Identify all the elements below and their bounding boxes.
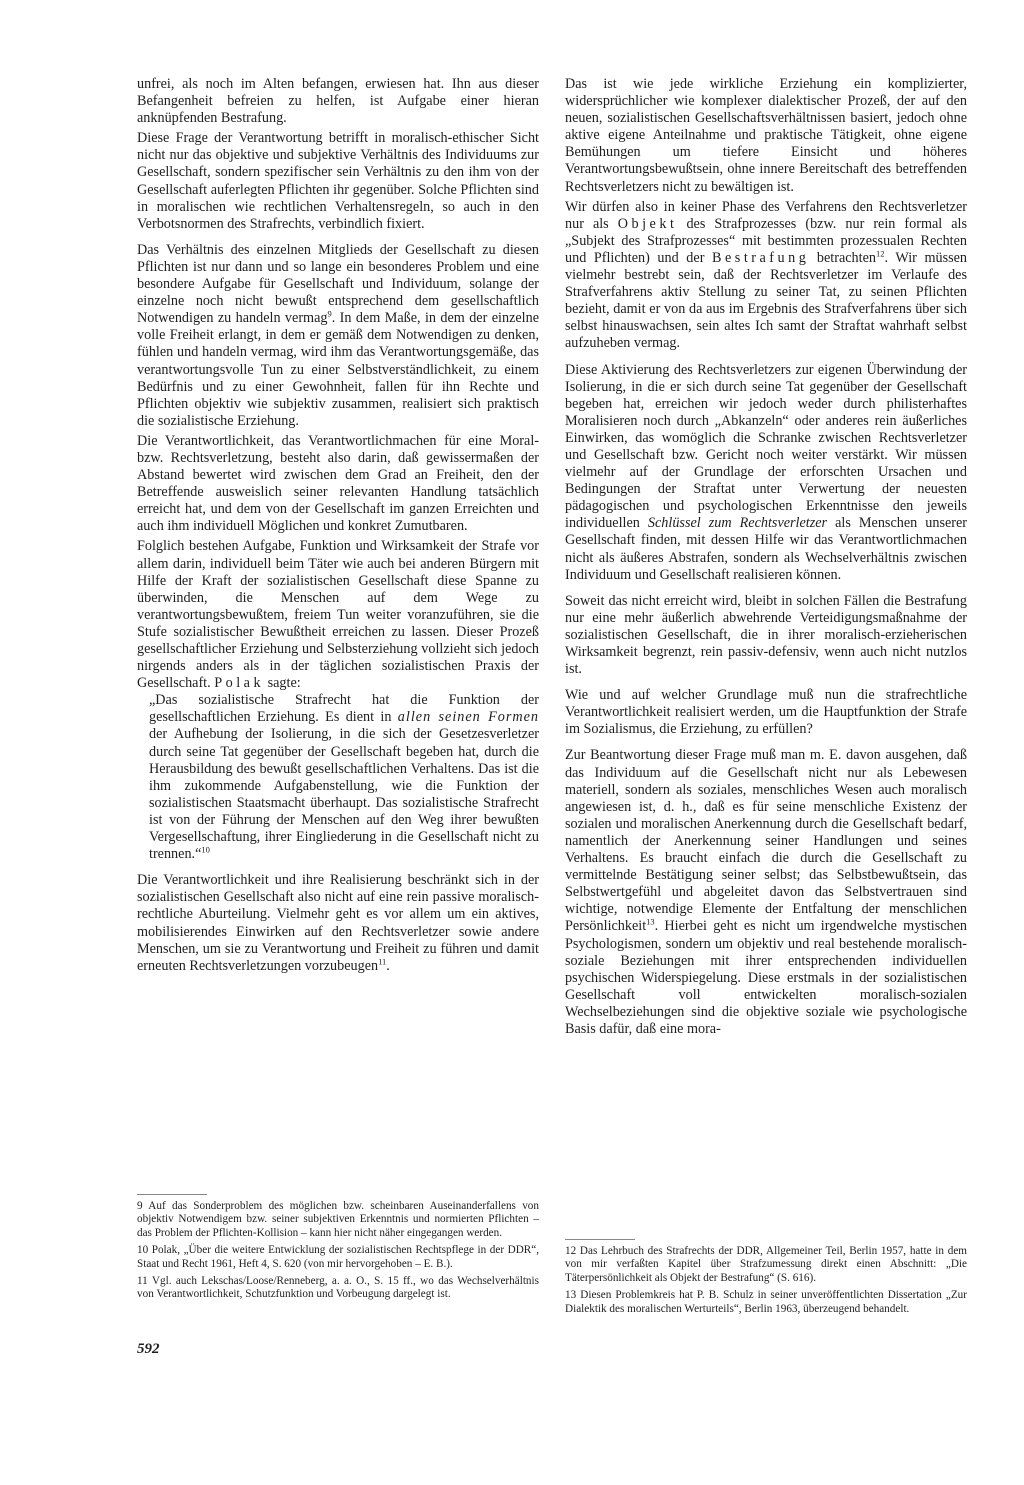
emphasis: allen seinen Formen [397, 709, 540, 726]
emphasis: Schlüssel zum Rechtsverletzer [647, 515, 828, 532]
footnote-ref: 13 [646, 916, 655, 927]
paragraph: Diese Frage der Verantwortung betrifft in moralisch-ethischer Sicht nicht nur das objektive und subjektive Verhältnis des Individuums zur Gesellschaft, sondern spezifischer sein Verhältnis zu den ihm von der Gesellschaft auferlegten Pflichten ihr gegenüber. Solche Pflichten sind in moralischen wie rechtlichen Verhaltensregeln, so auch in den Verbotsnormen des Strafrechts, verbindlich fixiert. [137, 130, 539, 232]
footnote-divider [565, 1239, 635, 1240]
footnote-ref: 11 [378, 955, 387, 966]
footnote: 12 Das Lehrbuch des Strafrechts der DDR, Allgemeiner Teil, Berlin 1957, hatte in dem von mir verfaßten Kapitel über Strafzumessung direkt einen Abschnitt: „Die Täterpersönlichkeit als Objekt der Bestrafung“ (S. 616). [565, 1245, 967, 1284]
spaced-term: Objekt [617, 215, 678, 232]
paragraph: Folglich bestehen Aufgabe, Funktion und Wirksamkeit der Strafe vor allem darin, individuell beim Täter wie auch bei anderen Bürgern mit Hilfe der Kraft der sozialistischen Gesellschaft diese Spanne zu überwinden, die Menschen auf dem Wege zu verantwortungsbewußtem, freiem Tun weiter voranzuführen, sie die Stufe sozialistischer Bewußtheit erreichen zu lassen. Dieser Prozeß gesellschaftlicher Erziehung und Selbsterziehung vollzieht sich jedoch nirgends anders als in der täglichen sozialistischen Praxis der Gesellschaft. Polak sagte: [137, 538, 539, 692]
footnote: 11 Vgl. auch Lekschas/Loose/Renneberg, a. a. O., S. 15 ff., wo das Wechselverhältnis von Verantwortlichkeit, Schutzfunktion und Vorbeugung dargelegt ist. [137, 1275, 539, 1301]
footnote: 9 Auf das Sonderproblem des möglichen bzw. scheinbaren Auseinanderfallens von objektiv Notwendigem bzw. seiner subjektiven Erkenntnis und normierten Pflichten – das Problem der Pflichten-Kollision – kann hier nicht näher eingegangen werden. [137, 1200, 539, 1239]
spaced-name: Polak [214, 675, 265, 692]
left-footnotes [137, 1187, 539, 1306]
paragraph: Diese Aktivierung des Rechtsverletzers zur eigenen Überwindung der Isolierung, in die er sich durch seine Tat gegenüber der Gesellschaft begeben hat, erreichen wir jedoch weder durch philisterhaftes Moralisieren noch durch „Abkanzeln“ oder anderes rein äußerliches Einwirken, das womöglich die Schranke zwischen Rechtsverletzer und Gesellschaft bzw. Gericht noch weiter verstärkt. Wir müssen vielmehr auf der Grundlage der erforschten Ursachen und Bedingungen der Straftat unter Verwertung der neuesten pädagogischen und psychologischen Erkenntnisse den jeweils individuellen Schlüssel zum Rechtsverletzer als Menschen unserer Gesellschaft finden, mit dessen Hilfe wir das Verantwortlichmachen nicht als äußeres Abstrafen, sondern als Wechselverhältnis zwischen Individuum und Gesellschaft realisieren können. [565, 361, 968, 583]
spaced-term: Bestrafung [712, 249, 810, 266]
right-column [565, 76, 967, 1038]
left-column [137, 76, 539, 975]
footnote: 10 Polak, „Über die weitere Entwicklung der sozialistischen Rechtspflege in der DDR“, Staat und Recht 1961, Heft 4, S. 620 (von mir hervorgehoben – E. B.). [137, 1244, 539, 1270]
paragraph: Soweit das nicht erreicht wird, bleibt in solchen Fällen die Bestrafung nur eine mehr äußerlich abwehrende Verteidigungsmaßnahme der sozialistischen Gesellschaft, die in ihrer moralisch-erzieherischen Wirksamkeit begrenzt, rein passiv-defensiv, wenn auch nicht nutzlos ist. [565, 592, 967, 678]
paragraph: unfrei, als noch im Alten befangen, erwiesen hat. Ihn aus dieser Befangenheit befreien zu helfen, ist Aufgabe einer hieran anknüpfenden Bestrafung. [137, 76, 539, 127]
paragraph: Wir dürfen also in keiner Phase des Verfahrens den Rechtsverletzer nur als Objekt des Strafprozesses (bzw. nur rein formal als „Subjekt des Strafprozesses“ mit bestimmten prozessualen Rechten und Pflichten) und der Bestrafung betrachten$^{12}$. Wir müssen vielmehr bestrebt sein, daß der Rechtsverletzer im Verlaufe des Strafverfahrens aktiv Stellung zu seiner Tat, zu seinen Pflichten bezieht, damit er von da aus im Ergebnis des Strafverfahrens über sich selbst hinauswachsen, sein altes Ich samt der Straftat wahrhaft selbst aufzuheben vermag. [565, 198, 968, 352]
page-number: 592 [137, 1341, 160, 1357]
paragraph: Das Verhältnis des einzelnen Mitglieds der Gesellschaft zu diesen Pflichten ist nur dann und so lange ein besonderes Problem und eine besondere Aufgabe für Gesellschaft und Individuum, solange der einzelne noch nicht bewußt entsprechend dem gesellschaftlich Notwendigen zu handeln vermag$^9$. In dem Maße, in dem der einzelne volle Freiheit erlangt, in dem er gemäß dem Notwendigen zu denken, fühlen und handeln vermag, wird ihm das Verantwortungsgemäße, das verantwortungsvolle Tun zu einer Selbstverständlichkeit, zu einem Bedürfnis und zu einer Gewohnheit, fallen für ihn Rechte und Pflichten objektiv wie subjektiv zusammen, realisiert sich praktisch die sozialistische Erziehung. [137, 241, 539, 429]
block-quote: „Das sozialistische Strafrecht hat die Funktion der gesellschaftlichen Erziehung. Es dient in allen seinen Formen der Aufhebung der Isolierung, in die sich der Gesetzesverletzer durch seine Tat gegenüber der Gesellschaft begeben hat, durch die Herausbildung des bewußt gesellschaftlichen Verhaltens. Das ist die ihm zukommende Aufgabenstellung, wie die Funktion der sozialistischen Staatsmacht überhaupt. Das sozialistische Strafrecht ist von der Führung der Menschen auf den Weg ihrer bewußten Vergesellschaftung, ihrer Eingliederung in die Gesellschaft nicht zu trennen.“$^{10}$ [149, 692, 540, 863]
footnote-ref: 10 [201, 844, 210, 855]
footnote-ref: 12 [875, 248, 885, 259]
right-footnotes [565, 1232, 967, 1320]
footnote-divider [137, 1194, 207, 1195]
footnote-ref: 9 [327, 308, 332, 319]
paragraph: Die Verantwortlichkeit, das Verantwortlichmachen für eine Moral- bzw. Rechtsverletzung, besteht also darin, daß gewissermaßen der Abstand bewertet wird zwischen dem Grad an Freiheit, den der Betreffende ausweislich seiner relevanten Handlung tatsächlich erreicht hat, und dem von der Gesellschaft im ganzen Erreichten und auch ihm individuell Möglichen und konkret Zumutbaren. [137, 432, 539, 535]
paragraph: Wie und auf welcher Grundlage muß nun die strafrechtliche Verantwortlichkeit realisiert werden, um die Hauptfunktion der Strafe im Sozialismus, die Erziehung, zu erfüllen? [565, 687, 967, 738]
paragraph: Zur Beantwortung dieser Frage muß man m. E. davon ausgehen, daß das Individuum auf die Gesellschaft nicht nur als Lebewesen materiell, sondern als soziales, menschliches Wesen auch moralisch angewiesen ist, d. h., daß es für seine menschliche Existenz der sozialen und moralischen Anerkennung durch die Gesellschaft bedarf, namentlich der Anerkennung seiner Handlungen und seines Verhaltens. Es braucht einfach die durch die Gesellschaft zu vermittelnde Bestätigung seiner selbst; das Selbstbewußtsein, das Selbstwertgefühl und abgeleitet davon das Selbstvertrauen sind wichtige, notwendige Elemente der Entfaltung der menschlichen Persönlichkeit$^{13}$. Hierbei geht es nicht um irgendwelche mystischen Psychologismen, sondern um objektiv und real bestehende moralisch-soziale Beziehungen mit ihrer entsprechenden individuellen psychischen Widerspiegelung. Diese erstmals in der sozialistischen Gesellschaft voll entwickelten moralisch-sozialen Wechselbeziehungen sind die objektive soziale wie psychologische Basis dafür, daß eine mora- [565, 747, 967, 1037]
paragraph: Die Verantwortlichkeit und ihre Realisierung beschränkt sich in der sozialistischen Gesellschaft also nicht auf eine rein passive moralisch-rechtliche Aburteilung. Vielmehr geht es vor allem um ein aktives, mobilisierendes Einwirken auf den Rechtsverletzer sowie andere Menschen, um sie zu Verantwortung und Freiheit zu führen und damit erneuten Rechtsverletzungen vorzubeugen$^{11}$. [137, 872, 539, 974]
paragraph: Das ist wie jede wirkliche Erziehung ein komplizierter, widersprüchlicher wie komplexer dialektischer Prozeß, der auf den neuen, sozialistischen Gesellschaftsverhältnissen basiert, jedoch ohne aktive eigene Anteilnahme und praktische Tätigkeit, ohne eigene Bemühungen um tiefere Einsicht und höheres Verantwortungsbewußtsein, ohne innere Bereitschaft des betreffenden Rechtsverletzers nicht zu bewältigen ist. [565, 76, 967, 195]
footnote: 13 Diesen Problemkreis hat P. B. Schulz in seiner unveröffentlichten Dissertation „Zur Dialektik des moralischen Werturteils“, Berlin 1963, überzeugend behandelt. [565, 1289, 967, 1315]
